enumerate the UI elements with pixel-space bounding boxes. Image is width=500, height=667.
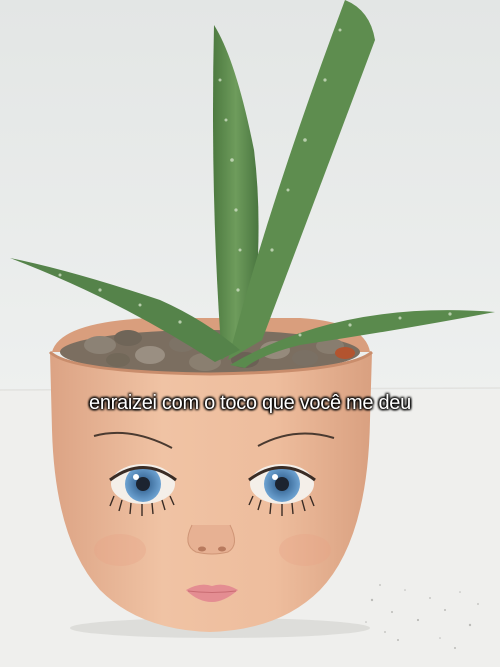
meme-caption: enraizei com o toco que você me deu — [89, 392, 411, 414]
doll-nose — [188, 525, 235, 554]
